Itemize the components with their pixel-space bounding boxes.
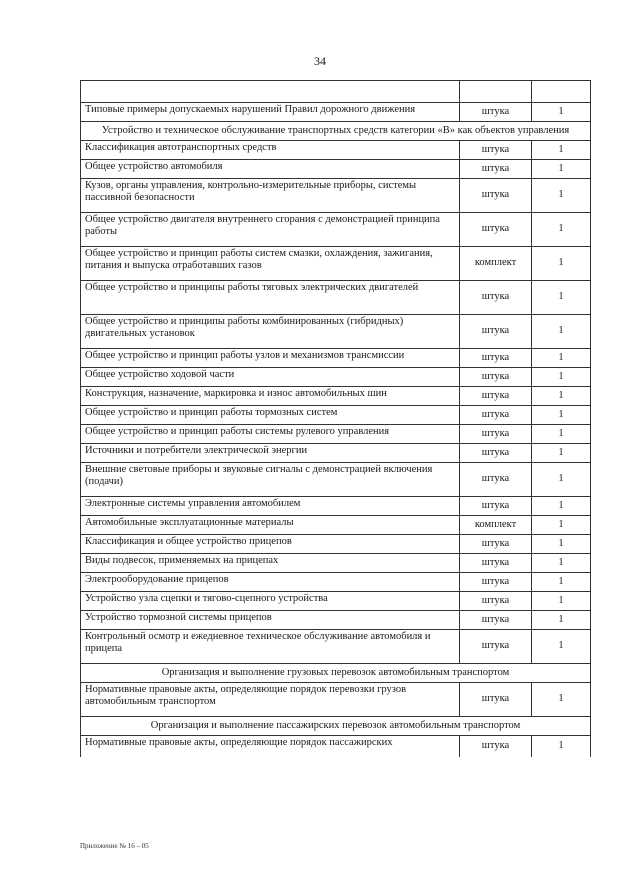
section-header-row (81, 122, 591, 141)
item-name-cell: Общее устройство и принцип работы систем смазки, охлаждения, зажигания, питания и выпуска отработавших газов (81, 247, 460, 281)
item-name-cell: Общее устройство и принципы работы комбинированных (гибридных) двигательных установок (81, 315, 460, 349)
item-qty-cell: 1 (532, 736, 591, 758)
item-name-cell: Общее устройство и принцип работы узлов и механизмов трансмиссии (81, 349, 460, 368)
item-qty-cell: 1 (532, 315, 591, 349)
item-unit-cell: штука (460, 349, 532, 368)
item-unit-cell: штука (460, 425, 532, 444)
item-qty-cell: 1 (532, 497, 591, 516)
item-unit-cell: комплект (460, 247, 532, 281)
item-unit-cell: штука (460, 554, 532, 573)
item-name-cell: Устройство узла сцепки и тягово-сцепного устройства (81, 592, 460, 611)
section-title: Организация и выполнение пассажирских перевозок автомобильным транспортом (81, 717, 591, 736)
table-row (81, 281, 591, 315)
page-number: 34 (314, 54, 326, 68)
section-title: Устройство и техническое обслуживание транспортных средств категории «В» как объектов управления (81, 122, 591, 141)
item-qty-cell: 1 (532, 406, 591, 425)
item-qty-cell: 1 (532, 247, 591, 281)
table-row (81, 630, 591, 664)
table-row (81, 406, 591, 425)
item-qty-cell: 1 (532, 535, 591, 554)
item-qty-cell: 1 (532, 160, 591, 179)
equipment-table (80, 80, 591, 757)
table-row (81, 160, 591, 179)
item-name-cell: Общее устройство ходовой части (81, 368, 460, 387)
item-name-cell: Кузов, органы управления, контрольно-измерительные приборы, системы пассивной безопасности (81, 179, 460, 213)
item-unit-cell: штука (460, 444, 532, 463)
item-qty-cell: 1 (532, 281, 591, 315)
item-unit-cell: штука (460, 387, 532, 406)
item-qty-cell: 1 (532, 516, 591, 535)
item-unit-cell: штука (460, 281, 532, 315)
table-row (81, 554, 591, 573)
item-name-cell: Общее устройство и принцип работы тормозных систем (81, 406, 460, 425)
item-qty-cell: 1 (532, 592, 591, 611)
item-name-cell: Источники и потребители электрической энергии (81, 444, 460, 463)
table-row (81, 387, 591, 406)
item-name-cell: Электрооборудование прицепов (81, 573, 460, 592)
item-qty-cell: 1 (532, 444, 591, 463)
item-unit-cell: штука (460, 368, 532, 387)
item-name-cell: Виды подвесок, применяемых на прицепах (81, 554, 460, 573)
table-row (81, 349, 591, 368)
item-name-cell: Нормативные правовые акты, определяющие порядок перевозки грузов автомобильным транспортом (81, 683, 460, 717)
item-unit-cell: комплект (460, 516, 532, 535)
item-qty-cell: 1 (532, 349, 591, 368)
item-name-cell: Нормативные правовые акты, определяющие порядок пассажирских (81, 736, 460, 758)
item-qty-cell: 1 (532, 611, 591, 630)
item-unit-cell: штука (460, 630, 532, 664)
item-qty-cell: 1 (532, 213, 591, 247)
table-row (81, 179, 591, 213)
item-qty-cell: 1 (532, 368, 591, 387)
item-qty-cell: 1 (532, 630, 591, 664)
table-row (81, 611, 591, 630)
item-qty-cell: 1 (532, 554, 591, 573)
table-row (81, 736, 591, 758)
item-name-cell: Общее устройство и принцип работы системы рулевого управления (81, 425, 460, 444)
item-unit-cell: штука (460, 592, 532, 611)
item-name-cell: Контрольный осмотр и ежедневное техническое обслуживание автомобиля и прицепа (81, 630, 460, 664)
item-name-cell: Электронные системы управления автомобилем (81, 497, 460, 516)
table-row (81, 315, 591, 349)
item-unit-cell (460, 81, 532, 103)
table-row (81, 463, 591, 497)
table-row (81, 516, 591, 535)
item-name-cell: Общее устройство автомобиля (81, 160, 460, 179)
table-row (81, 592, 591, 611)
item-name-cell: Общее устройство двигателя внутреннего сгорания с демонстрацией принципа работы (81, 213, 460, 247)
section-header-row (81, 664, 591, 683)
table-row (81, 247, 591, 281)
item-qty-cell: 1 (532, 573, 591, 592)
item-unit-cell: штука (460, 535, 532, 554)
table-row (81, 425, 591, 444)
table-row (81, 213, 591, 247)
item-name-cell: Автомобильные эксплуатационные материалы (81, 516, 460, 535)
item-name-cell: Внешние световые приборы и звуковые сигналы с демонстрацией включения (подачи) (81, 463, 460, 497)
item-qty-cell: 1 (532, 387, 591, 406)
item-unit-cell: штука (460, 406, 532, 425)
item-unit-cell: штука (460, 611, 532, 630)
page-footer: Приложение № 16 – 05 (80, 842, 149, 850)
item-qty-cell: 1 (532, 141, 591, 160)
item-name-cell: Общее устройство и принципы работы тяговых электрических двигателей (81, 281, 460, 315)
item-name-cell: Классификация и общее устройство прицепов (81, 535, 460, 554)
item-unit-cell: штука (460, 103, 532, 122)
table-row (81, 141, 591, 160)
item-name-cell: Классификация автотранспортных средств (81, 141, 460, 160)
item-unit-cell: штука (460, 179, 532, 213)
table-row (81, 444, 591, 463)
section-title: Организация и выполнение грузовых перевозок автомобильным транспортом (81, 664, 591, 683)
item-unit-cell: штука (460, 683, 532, 717)
table-row (81, 573, 591, 592)
table-body (81, 81, 591, 758)
table-row (81, 683, 591, 717)
item-qty-cell (532, 81, 591, 103)
item-name-cell: Типовые примеры допускаемых нарушений Правил дорожного движения (81, 103, 460, 122)
item-qty-cell: 1 (532, 179, 591, 213)
table-row (81, 103, 591, 122)
item-unit-cell: штука (460, 315, 532, 349)
table-row (81, 535, 591, 554)
table-row (81, 497, 591, 516)
item-unit-cell: штука (460, 573, 532, 592)
item-qty-cell: 1 (532, 425, 591, 444)
table-row (81, 81, 591, 103)
table-row (81, 368, 591, 387)
item-unit-cell: штука (460, 213, 532, 247)
section-header-row (81, 717, 591, 736)
item-unit-cell: штука (460, 141, 532, 160)
item-qty-cell: 1 (532, 463, 591, 497)
item-name-cell: Конструкция, назначение, маркировка и износ автомобильных шин (81, 387, 460, 406)
item-name-cell (81, 81, 460, 103)
item-name-cell: Устройство тормозной системы прицепов (81, 611, 460, 630)
item-unit-cell: штука (460, 497, 532, 516)
item-qty-cell: 1 (532, 683, 591, 717)
item-unit-cell: штука (460, 160, 532, 179)
item-unit-cell: штука (460, 463, 532, 497)
item-unit-cell: штука (460, 736, 532, 758)
item-qty-cell: 1 (532, 103, 591, 122)
